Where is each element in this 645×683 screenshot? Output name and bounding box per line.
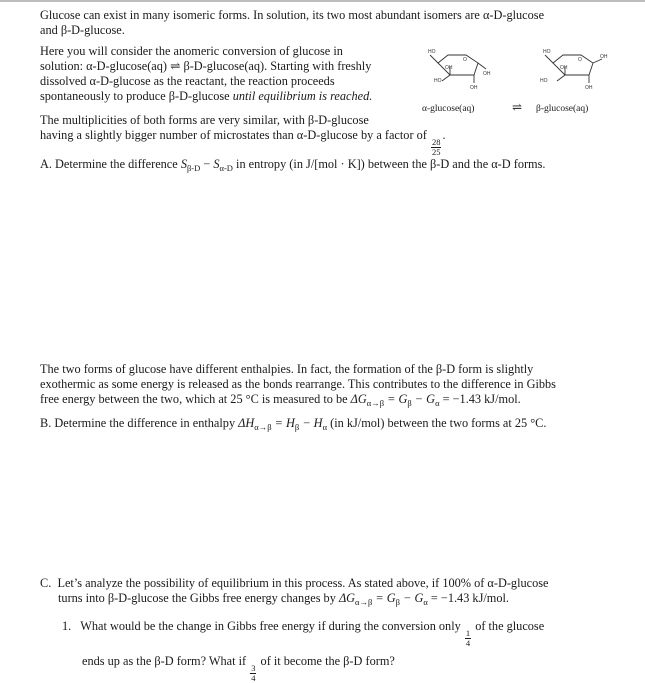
h-eq: = H [274, 416, 295, 430]
intro-line-1: Glucose can exist in many isomeric forms. In solution, its two most abundant isomers are α-D-glucose [40, 8, 545, 22]
enthalpy-line-3-pre: free energy between the two, which at 25 °C is measured to be [40, 392, 348, 406]
intro-line-2: and β-D-glucose. [40, 23, 125, 37]
anomer-line-3: dissolved α-D-glucose as the reactant, the reaction proceeds [40, 74, 335, 88]
equilibrium-arrow: ⇌ [512, 100, 523, 114]
fraction-2-denominator: 4 [251, 673, 256, 683]
question-c-line-2-pre: turns into β-D-glucose the Gibbs free energy changes by [58, 591, 336, 605]
question-c1-pre: What would be the change in Gibbs free energy if during the conversion only [80, 619, 461, 633]
fraction-1-denominator: 4 [465, 638, 471, 648]
h-sub-alpha: α [322, 422, 328, 432]
delta-g-sub: α→β [366, 398, 385, 408]
minus-sign-a: − [203, 157, 211, 171]
question-c1 [62, 619, 617, 683]
s-sub-alpha: α-D [219, 163, 233, 173]
question-c1-line-1 [62, 619, 617, 648]
h-minus: − H [302, 416, 323, 430]
beta-glucose-caption: β-glucose(aq) [536, 104, 589, 114]
fraction-2-numerator: 3 [251, 663, 256, 673]
c-g-sub-beta: β [395, 597, 400, 607]
delta-g-symbol: ΔG [350, 392, 367, 406]
alpha-ho-left: HO [434, 78, 442, 84]
glucose-anomer-diagram [420, 45, 625, 120]
enthalpy-line-1: The two forms of glucose have different enthalpies. In fact, the formation of the β-D form is slightly [40, 362, 534, 376]
beta-glucose-structure [545, 55, 602, 83]
alpha-glucose-caption: α-glucose(aq) [422, 104, 475, 114]
intro-paragraph [40, 8, 615, 38]
anomer-line-4 [40, 89, 410, 104]
beta-ho-left: HO [540, 78, 548, 84]
c-delta-g-sub: α→β [355, 597, 373, 607]
question-a-text-pre: Determine the difference [55, 157, 178, 171]
question-b [40, 416, 615, 435]
question-b-text-post: (in kJ/mol) between the two forms at 25 °C. [330, 416, 547, 430]
top-rule [0, 0, 645, 2]
delta-g-value: = −1.43 kJ/mol. [442, 392, 521, 406]
g-minus: − G [414, 392, 436, 406]
anomer-paragraph [40, 44, 410, 104]
multiplicity-line-2-end: . [442, 128, 446, 142]
question-c-label: C. [40, 576, 52, 590]
factor-denominator: 25 [431, 147, 441, 157]
alpha-ho-top: HO [428, 49, 436, 55]
question-a [40, 157, 615, 176]
factor-numerator: 28 [431, 137, 441, 147]
multiplicity-paragraph [40, 113, 615, 157]
question-c-line-2 [40, 591, 615, 610]
h-sub-beta: β [294, 422, 300, 432]
enthalpy-paragraph [40, 362, 615, 411]
question-c1-line-2-post: of it become the β-D form? [260, 654, 395, 668]
entropy-s-beta [181, 157, 200, 171]
s-symbol-beta: S [180, 157, 187, 171]
anomer-line-2: solution: α-D-glucose(aq) ⇌ β-D-glucose(aq). Starting with freshly [40, 59, 372, 73]
anomer-line-1: Here you will consider the anomeric conversion of glucose in [40, 44, 343, 58]
question-c1-mid: of the glucose [475, 619, 545, 633]
c-g-minus: − G [403, 591, 424, 605]
fraction-three-quarters [250, 664, 256, 683]
multiplicity-line-2 [40, 128, 615, 157]
c-g-eq: = G [375, 591, 396, 605]
question-b-label: B. [40, 416, 52, 430]
alpha-oh-right: OH [483, 71, 491, 77]
question-c1-number: 1. [62, 619, 72, 633]
question-b-text-pre: Determine the difference in enthalpy [54, 416, 236, 430]
multiplicity-line-1: The multiplicities of both forms are very similar, with β-D-glucose [40, 113, 369, 127]
entropy-s-alpha [213, 157, 233, 171]
c-delta-g-symbol: ΔG [338, 591, 356, 605]
microstate-factor [431, 138, 442, 157]
delta-h-symbol: ΔH [238, 416, 255, 430]
question-c-line-1 [40, 576, 615, 591]
multiplicity-line-2-text: having a slightly bigger number of microstates than α-D-glucose by a factor of [40, 128, 427, 142]
enthalpy-line-3 [40, 392, 615, 411]
c-delta-g-value: = −1.43 kJ/mol. [430, 591, 509, 605]
delta-h-sub: α→β [254, 422, 272, 432]
beta-oh-mid: OH [560, 65, 568, 71]
question-a-label: A. [40, 157, 52, 171]
question-c1-line-2 [62, 654, 617, 683]
question-a-text-post: in entropy (in J/[mol · K]) between the β-D and the α-D forms. [236, 157, 546, 171]
beta-o-ring: O [578, 57, 582, 63]
fraction-1-numerator: 1 [465, 628, 471, 638]
beta-oh-right: OH [600, 54, 608, 60]
question-c [40, 576, 615, 610]
enthalpy-line-2: exothermic as some energy is released as the bonds rearrange. This contributes to the difference in Gibbs [40, 377, 556, 391]
alpha-oh-mid: OH [445, 65, 453, 71]
fraction-one-quarter [465, 629, 471, 648]
anomer-line-4-plain: spontaneously to produce β-D-glucose [40, 89, 233, 103]
question-c-line-1-text: Let’s analyze the possibility of equilibrium in this process. As stated above, if 100% of α-D-glucose [57, 576, 549, 590]
alpha-o-ring: O [463, 57, 467, 63]
beta-ho-top: HO [543, 49, 551, 55]
s-sub-beta: β-D [186, 163, 201, 173]
question-c1-line-2-pre: ends up as the β-D form? What if [82, 654, 247, 668]
g-eq: = G [387, 392, 408, 406]
anomer-line-4-italic: until equilibrium is reached. [232, 89, 373, 103]
c-g-sub-alpha: α [423, 597, 428, 607]
beta-oh-bottom: OH [585, 85, 593, 91]
s-symbol-alpha: S [213, 157, 220, 171]
g-sub-alpha: α [435, 398, 440, 408]
g-sub-beta: β [407, 398, 412, 408]
alpha-oh-bottom: OH [470, 85, 478, 91]
